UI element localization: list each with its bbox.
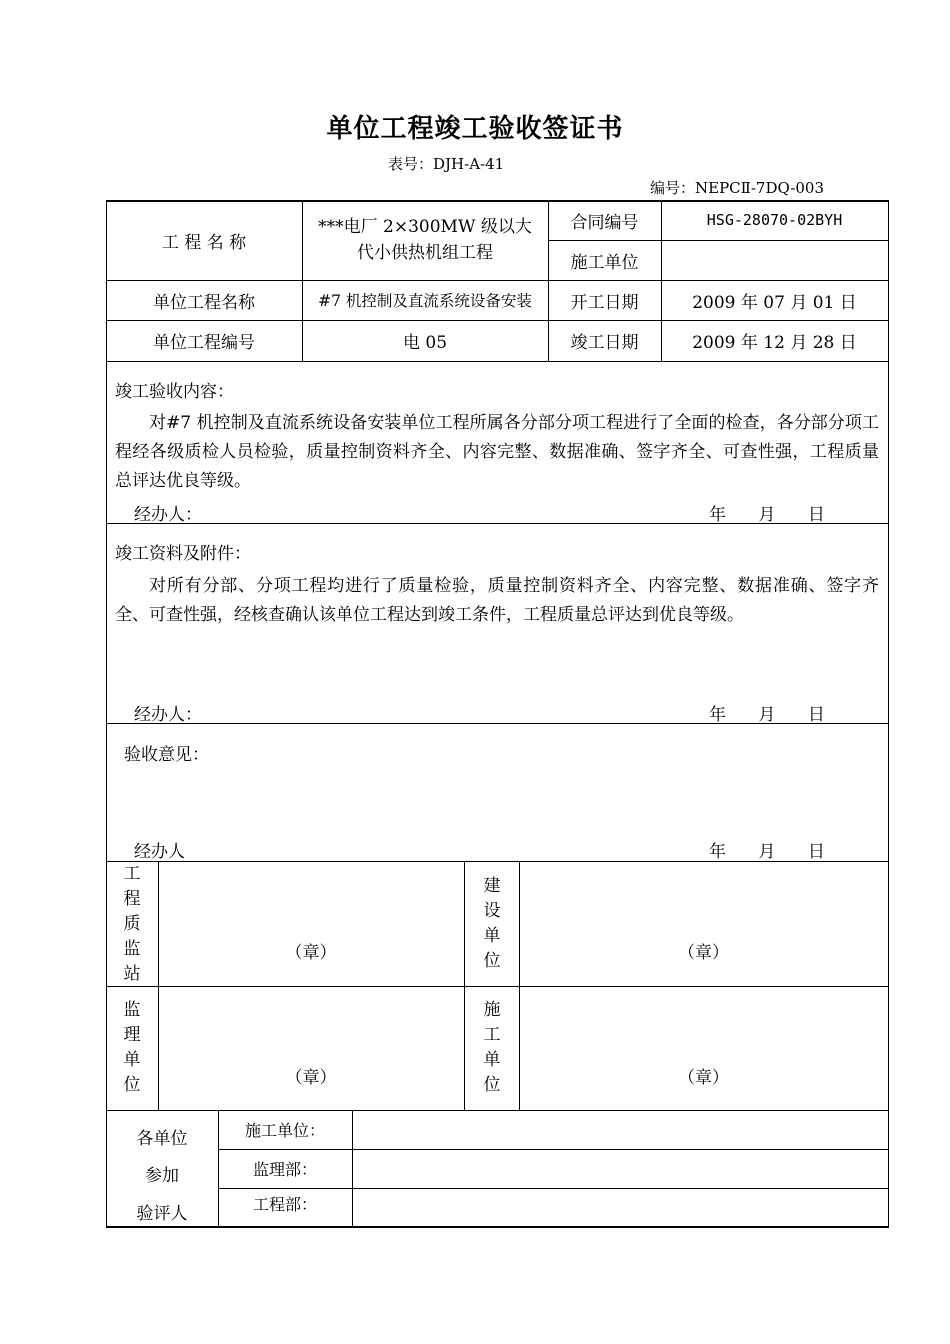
supervisor-label: 监理单位 bbox=[123, 1000, 141, 1095]
acceptance-content-label: 竣工验收内容： bbox=[115, 382, 234, 402]
opinion-date-label: 年 月 日 bbox=[709, 842, 825, 862]
documents-text: 对所有分部、分项工程均进行了质量检验，质量控制资料齐全、内容完整、数据准确、签字齐全、可查性强，经核查确认该单位工程达到竣工条件，工程质量总评达到优良等级。 bbox=[115, 576, 879, 625]
opinion-label: 验收意见： bbox=[124, 745, 209, 765]
acceptance-content-text: 对#7 机控制及直流系统设备安装单位工程所属各分部分项工程进行了全面的检查，各分部分项工程经各级质检人员检验，质量控制资料齐全、内容完整、数据准确、签字齐全、可查性强，工程质量总评达优良等级。 bbox=[115, 413, 879, 491]
project-name-label: 工 程 名 称 bbox=[161, 232, 247, 253]
quality-station-label: 工程质监站 bbox=[123, 864, 141, 984]
builder-seal: （章） bbox=[678, 1067, 729, 1088]
end-date-value: 2009 年 12 月 28 日 bbox=[692, 333, 857, 353]
participant-supervisor-label: 监理部： bbox=[252, 1160, 317, 1179]
owner-seal: （章） bbox=[678, 942, 729, 963]
supervisor-seal: （章） bbox=[285, 1067, 337, 1088]
unit-code-value: 电 05 bbox=[402, 333, 448, 353]
end-date-label: 竣工日期 bbox=[570, 333, 639, 353]
participants-label-line1: 各单位 bbox=[136, 1128, 188, 1149]
acceptance-handler-label: 经办人： bbox=[134, 505, 202, 525]
documents-handler-label: 经办人： bbox=[134, 705, 202, 725]
contractor-value bbox=[661, 240, 888, 280]
contract-number-value: HSG-28070-02BYH bbox=[706, 211, 843, 229]
owner-label: 建设单位 bbox=[483, 876, 501, 971]
participant-builder-label: 施工单位： bbox=[244, 1121, 325, 1140]
contractor-label: 施工单位 bbox=[570, 252, 639, 273]
unit-name-value: #7 机控制及直流系统设备安装 bbox=[318, 292, 532, 310]
participants-label bbox=[106, 1110, 218, 1226]
documents-date-label: 年 月 日 bbox=[709, 705, 825, 725]
builder-label: 施工单位 bbox=[483, 1000, 501, 1095]
contract-number-label: 合同编号 bbox=[570, 212, 639, 233]
acceptance-date-label: 年 月 日 bbox=[709, 505, 825, 525]
start-date-label: 开工日期 bbox=[570, 292, 639, 313]
opinion-handler-label: 经办人 bbox=[134, 842, 185, 862]
document-number: 编号：NEPCⅡ-7DQ-003 bbox=[650, 179, 825, 197]
quality-station-seal: （章） bbox=[285, 942, 337, 963]
project-name-line2: 代小供热机组工程 bbox=[357, 243, 493, 263]
start-date-value: 2009 年 07 月 01 日 bbox=[692, 292, 857, 313]
participants-label-line2: 参加 bbox=[145, 1165, 179, 1186]
unit-name-label: 单位工程名称 bbox=[153, 292, 255, 313]
project-name-line1: ***电厂 2×300MW 级以大 bbox=[318, 217, 532, 237]
unit-code-label: 单位工程编号 bbox=[153, 333, 255, 353]
participant-engineering-label: 工程部： bbox=[252, 1194, 317, 1214]
project-name-value bbox=[302, 200, 548, 280]
documents-label: 竣工资料及附件： bbox=[115, 544, 251, 564]
form-number: 表号：DJH-A-41 bbox=[388, 155, 505, 173]
participants-label-line3: 验评人 bbox=[136, 1203, 188, 1224]
page-title: 单位工程竣工验收签证书 bbox=[326, 114, 624, 144]
